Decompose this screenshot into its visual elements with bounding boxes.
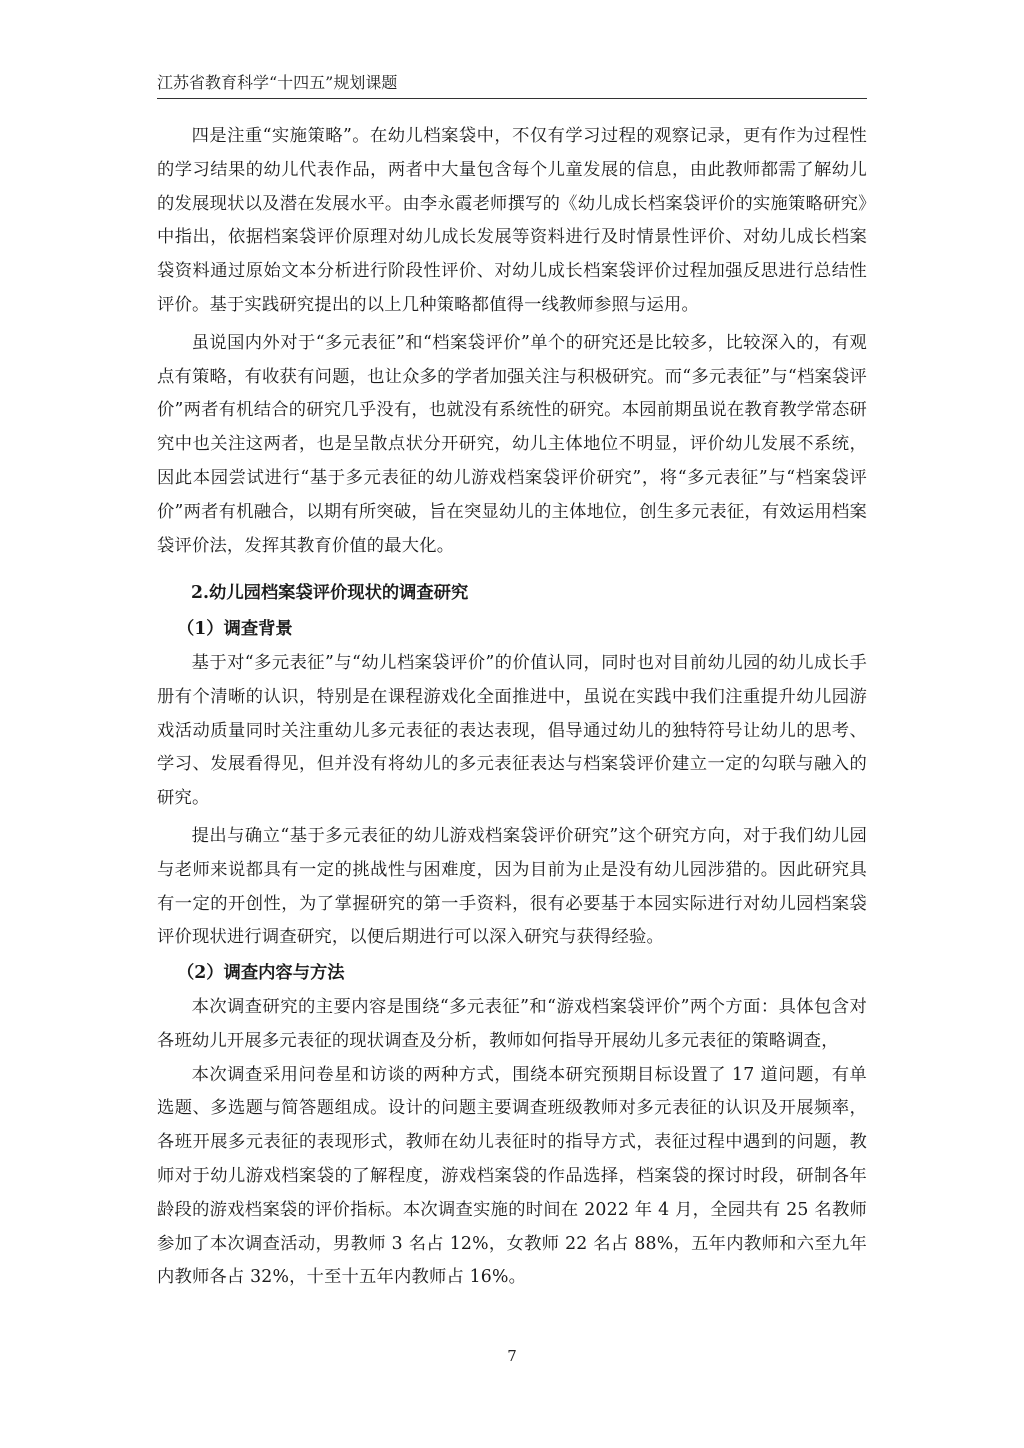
subsection-heading-background: （1）调查背景 [177, 619, 293, 640]
body-paragraph: 虽说国内外对于“多元表征”和“档案袋评价”单个的研究还是比较多，比较深入的，有观点有策略，有收获有问题，也让众多的学者加强关注与积极研究。而“多元表征”与“档案袋评价”两者有机结合的研究几乎没有，也就没有系统性的研究。本园前期虽说在教育教学常态研究中也关注这两者，也是呈散点状分开研究，幼儿主体地位不明显，评价幼儿发展不系统，因此本园尝试进行“基于多元表征的幼儿游戏档案袋评价研究”，将“多元表征”与“档案袋评价”两者有机融合，以期有所突破，旨在突显幼儿的主体地位，创生多元表征，有效运用档案袋评价法，发挥其教育价值的最大化。 [157, 332, 867, 556]
page-body [157, 120, 867, 1295]
page-number: 7 [507, 1347, 517, 1365]
page-header [157, 72, 867, 99]
body-paragraph: 本次调查研究的主要内容是围绕“多元表征”和“游戏档案袋评价”两个方面：具体包含对各班幼儿开展多元表征的现状调查及分析，教师如何指导开展幼儿多元表征的策略调查， [157, 996, 867, 1051]
body-paragraph: 本次调查采用问卷星和访谈的两种方式，围绕本研究预期目标设置了 17 道问题，有单选题、多选题与简答题组成。设计的问题主要调查班级教师对多元表征的认识及开展频率，各班开展多元表征的表现形式，教师在幼儿表征时的指导方式，表征过程中遇到的问题，教师对于幼儿游戏档案袋的了解程度，游戏档案袋的作品选择，档案袋的探讨时段，研制各年龄段的游戏档案袋的评价指标。本次调查实施的时间在 2022 年 4 月，全园共有 25 名教师参加了本次调查活动，男教师 3 名占 12%，女教师 22 名占 88%，五年内教师和六至九年内教师各占 32%，十至十五年内教师占 16%。 [157, 1064, 867, 1288]
section-heading: 2.幼儿园档案袋评价现状的调查研究 [191, 583, 469, 604]
subsection-heading-method: （2）调查内容与方法 [177, 963, 345, 984]
header-title: 江苏省教育科学“十四五”规划课题 [157, 73, 398, 92]
body-paragraph: 提出与确立“基于多元表征的幼儿游戏档案袋评价研究”这个研究方向，对于我们幼儿园与老师来说都具有一定的挑战性与困难度，因为目前为止是没有幼儿园涉猎的。因此研究具有一定的开创性，为了掌握研究的第一手资料，很有必要基于本园实际进行对幼儿园档案袋评价现状进行调查研究，以便后期进行可以深入研究与获得经验。 [157, 825, 867, 948]
body-paragraph: 基于对“多元表征”与“幼儿档案袋评价”的价值认同，同时也对目前幼儿园的幼儿成长手册有个清晰的认识，特别是在课程游戏化全面推进中，虽说在实践中我们注重提升幼儿园游戏活动质量同时关注重幼儿多元表征的表达表现，倡导通过幼儿的独特符号让幼儿的思考、学习、发展看得见，但并没有将幼儿的多元表征表达与档案袋评价建立一定的勾联与融入的研究。 [157, 652, 867, 809]
body-paragraph: 四是注重“实施策略”。在幼儿档案袋中，不仅有学习过程的观察记录，更有作为过程性的学习结果的幼儿代表作品，两者中大量包含每个儿童发展的信息，由此教师都需了解幼儿的发展现状以及潜在发展水平。由李永霞老师撰写的《幼儿成长档案袋评价的实施策略研究》中指出，依据档案袋评价原理对幼儿成长发展等资料进行及时情景性评价、对幼儿成长档案袋资料通过原始文本分析进行阶段性评价、对幼儿成长档案袋评价过程加强反思进行总结性评价。基于实践研究提出的以上几种策略都值得一线教师参照与运用。 [157, 126, 867, 315]
